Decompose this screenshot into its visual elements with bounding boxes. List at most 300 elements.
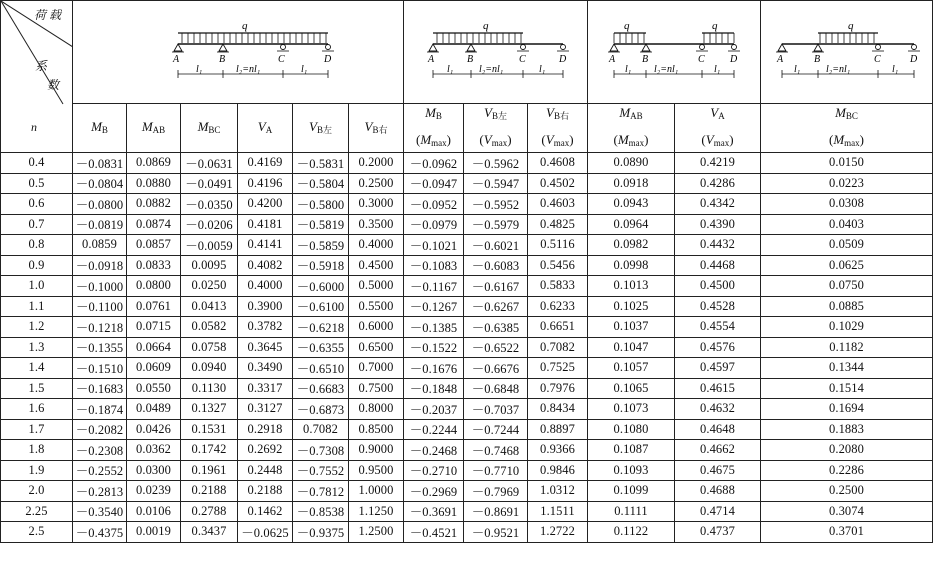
coef-value-cell: －0.6218 [293,317,349,338]
coef-value-cell: －0.0350 [181,194,238,215]
coef-value-cell: －0.1100 [73,296,127,317]
coef-value-cell: －0.1267 [404,296,464,317]
column-subscript: B左 [316,124,332,135]
coef-value-cell: 0.3701 [761,522,933,543]
coef-value-cell: 0.1065 [588,378,675,399]
coef-value-cell: 0.8500 [349,419,404,440]
coef-value-cell: －0.1083 [404,255,464,276]
table-row [1,460,933,481]
n-value-cell: 1.9 [1,460,73,481]
coef-value-cell: 0.4286 [675,173,761,194]
coef-value-cell: 0.9000 [349,440,404,461]
coef-value-cell: －0.1021 [404,235,464,256]
coef-value-cell: 0.0426 [127,419,181,440]
svg-text:q: q [712,20,718,32]
svg-text:C: C [518,54,526,65]
coef-value-cell: －0.7468 [464,440,528,461]
coef-value-cell: －0.7969 [464,481,528,502]
svg-text:D: D [730,54,738,65]
coef-value-cell: －0.6267 [464,296,528,317]
table-row [1,378,933,399]
table-row [1,214,933,235]
svg-text:l₁: l₁ [538,64,545,75]
svg-text:l₁: l₁ [301,64,308,75]
column-symbol: M [197,118,209,134]
coef-value-cell: 0.1182 [761,337,933,358]
coef-value-cell: 0.2188 [181,481,238,502]
coef-value-cell: 0.1130 [181,378,238,399]
coef-value-cell: －0.6355 [293,337,349,358]
svg-text:B: B [814,54,821,65]
coef-value-cell: 0.5500 [349,296,404,317]
coef-value-cell: 0.1694 [761,399,933,420]
table-row [1,296,933,317]
coef-value-cell: 0.7525 [528,358,588,379]
svg-text:l₁: l₁ [446,64,453,75]
coef-value-cell: 0.2286 [761,460,933,481]
load-diagram-middle-span [761,1,933,104]
coef-value-cell: 1.2722 [528,522,588,543]
coef-value-cell: 0.0413 [181,296,238,317]
coef-value-cell: 0.2000 [349,153,404,174]
coef-value-cell: 0.0509 [761,235,933,256]
coef-value-cell: 0.9500 [349,460,404,481]
coef-value-cell: 1.1250 [349,501,404,522]
svg-text:B: B [466,54,473,65]
table-row [1,235,933,256]
coef-value-cell: 0.5116 [528,235,588,256]
svg-text:D: D [558,54,566,65]
coef-value-cell: 0.1080 [588,419,675,440]
coef-value-cell: 0.0489 [127,399,181,420]
coef-value-cell: －0.9375 [293,522,349,543]
coef-value-cell: 0.1029 [761,317,933,338]
coef-value-cell: －0.2308 [73,440,127,461]
svg-text:l₂=nl₁: l₂=nl₁ [236,64,261,75]
column-symbol: V [257,118,266,134]
coef-value-cell: 0.4662 [675,440,761,461]
n-value-cell: 1.7 [1,419,73,440]
table-row [1,194,933,215]
svg-text:C: C [278,54,285,65]
coef-value-cell: －0.5859 [293,235,349,256]
coef-value-cell: －0.8538 [293,501,349,522]
coef-value-cell: 0.0874 [127,214,181,235]
coef-value-cell: 0.1742 [181,440,238,461]
svg-text:A: A [173,54,180,65]
coef-value-cell: 0.7976 [528,378,588,399]
coef-value-cell: 0.0800 [127,276,181,297]
coef-value-cell: 0.0095 [181,255,238,276]
n-value-cell: 1.4 [1,358,73,379]
svg-text:A: A [427,54,434,65]
coef-value-cell: 0.3127 [238,399,293,420]
coef-value-cell: 0.4615 [675,378,761,399]
coef-value-cell: －0.1874 [73,399,127,420]
coef-value-cell: 0.7000 [349,358,404,379]
coef-value-cell: －0.2468 [404,440,464,461]
coef-value-cell: 0.1961 [181,460,238,481]
n-value-cell: 2.5 [1,522,73,543]
coef-value-cell: 0.1093 [588,460,675,481]
coef-value-cell: 0.4200 [238,194,293,215]
svg-text:B: B [219,54,226,65]
coef-value-cell: 0.4342 [675,194,761,215]
coef-value-cell: 0.0300 [127,460,181,481]
coef-value-cell: 0.1122 [588,522,675,543]
coef-value-cell: 0.1883 [761,419,933,440]
coef-value-cell: －0.1676 [404,358,464,379]
beam-diagram-4-icon [764,17,929,87]
svg-text:l₂=nl₁: l₂=nl₁ [826,64,851,75]
coef-value-cell: 0.3500 [349,214,404,235]
coef-value-cell: 0.0758 [181,337,238,358]
column-header-2 [181,104,238,153]
column-symbol: V [309,118,317,134]
coef-value-cell: 0.0869 [127,153,181,174]
load-diagram-end-spans [588,1,761,104]
table-row [1,255,933,276]
coef-value-cell: －0.6385 [464,317,528,338]
column-symbol: V [546,105,554,120]
svg-text:A: A [609,54,616,65]
coef-value-cell: －0.0631 [181,153,238,174]
coef-value-cell: 0.7082 [528,337,588,358]
coef-value-cell: －0.1167 [404,276,464,297]
n-value-cell: 2.0 [1,481,73,502]
coef-value-cell: 0.2788 [181,501,238,522]
coef-value-cell: －0.6873 [293,399,349,420]
column-subscript: B右 [372,124,388,135]
coef-value-cell: －0.1510 [73,358,127,379]
coef-value-cell: 0.4196 [238,173,293,194]
coef-value-cell: 0.1111 [588,501,675,522]
coef-value-cell: －0.0947 [404,173,464,194]
coef-value-cell: 0.7500 [349,378,404,399]
coef-value-cell: 0.0403 [761,214,933,235]
column-subscript: BC [208,124,221,135]
coef-value-cell: －0.6000 [293,276,349,297]
coef-value-cell: －0.0804 [73,173,127,194]
coef-value-cell: －0.6083 [464,255,528,276]
coef-value-cell: 0.0885 [761,296,933,317]
svg-text:l₁: l₁ [714,64,721,75]
coef-value-cell: 0.0223 [761,173,933,194]
coef-value-cell: 0.4632 [675,399,761,420]
coef-value-cell: 0.2188 [238,481,293,502]
coef-value-cell: －0.7710 [464,460,528,481]
coef-label-1: 系 [35,59,48,73]
coef-value-cell: －0.0918 [73,255,127,276]
coef-value-cell: －0.1000 [73,276,127,297]
coef-value-cell: 0.4141 [238,235,293,256]
coef-value-cell: －0.6848 [464,378,528,399]
table-row [1,522,933,543]
column-header-1 [127,104,181,153]
coef-value-cell: －0.2082 [73,419,127,440]
corner-header-cell [1,1,73,153]
coef-value-cell: 0.2448 [238,460,293,481]
table-row [1,358,933,379]
coef-value-cell: 0.4000 [238,276,293,297]
coef-value-cell: 0.2500 [349,173,404,194]
coef-value-cell: －0.0979 [404,214,464,235]
coef-value-cell: 0.1531 [181,419,238,440]
table-row [1,153,933,174]
svg-text:D: D [910,54,918,65]
coef-value-cell: －0.4521 [404,522,464,543]
coef-value-cell: 0.4082 [238,255,293,276]
column-header-6 [404,104,464,153]
coef-value-cell: 0.4500 [349,255,404,276]
coef-value-cell: －0.2710 [404,460,464,481]
coef-value-cell: －0.6676 [464,358,528,379]
coef-value-cell: －0.5918 [293,255,349,276]
coef-value-cell: 0.1099 [588,481,675,502]
coef-value-cell: 0.4554 [675,317,761,338]
beam-diagram-3-icon [594,17,754,87]
coef-value-cell: －0.5800 [293,194,349,215]
coef-value-cell: 1.0312 [528,481,588,502]
coef-value-cell: 0.0890 [588,153,675,174]
coef-value-cell: 0.4390 [675,214,761,235]
coef-value-cell: －0.8691 [464,501,528,522]
coef-value-cell: 0.4714 [675,501,761,522]
coef-value-cell: 0.4608 [528,153,588,174]
coef-value-cell: 0.4181 [238,214,293,235]
table-row [1,399,933,420]
coef-value-cell: －0.0831 [73,153,127,174]
n-value-cell: 1.8 [1,440,73,461]
coef-value-cell: －0.5819 [293,214,349,235]
coef-value-cell: 0.0918 [588,173,675,194]
load-diagram-two-spans [404,1,588,104]
coef-value-cell: －0.7037 [464,399,528,420]
column-subscript: B右 [553,111,569,121]
coef-value-cell: 0.2500 [761,481,933,502]
column-subscript: BC [845,111,858,121]
column-header-3 [238,104,293,153]
coef-value-cell: 0.1025 [588,296,675,317]
n-value-cell: 0.4 [1,153,73,174]
coef-value-cell: －0.1683 [73,378,127,399]
coef-value-cell: －0.0059 [181,235,238,256]
table-row [1,276,933,297]
svg-text:l₁: l₁ [892,64,899,75]
coef-value-cell: －0.7552 [293,460,349,481]
coef-value-cell: 0.0761 [127,296,181,317]
coef-value-cell: 0.9366 [528,440,588,461]
n-value-cell: 0.6 [1,194,73,215]
coef-value-cell: 0.0715 [127,317,181,338]
coef-value-cell: 0.3317 [238,378,293,399]
coef-value-cell: 0.3490 [238,358,293,379]
coef-value-cell: －0.6100 [293,296,349,317]
coef-value-cell: 0.8434 [528,399,588,420]
coef-value-cell: 0.1047 [588,337,675,358]
coef-value-cell: 0.2918 [238,419,293,440]
n-value-cell: 1.0 [1,276,73,297]
coef-value-cell: 0.8897 [528,419,588,440]
coef-value-cell: －0.5952 [464,194,528,215]
coef-value-cell: －0.5979 [464,214,528,235]
column-header-0 [73,104,127,153]
coef-value-cell: －0.0819 [73,214,127,235]
coef-value-cell: 0.0582 [181,317,238,338]
coef-value-cell: －0.0952 [404,194,464,215]
svg-text:l₂=nl₁: l₂=nl₁ [478,64,503,75]
coef-value-cell: 0.2692 [238,440,293,461]
coef-value-cell: －0.0962 [404,153,464,174]
coef-value-cell: －0.2813 [73,481,127,502]
coef-value-cell: －0.1355 [73,337,127,358]
coef-value-cell: 0.4169 [238,153,293,174]
coef-value-cell: 0.6233 [528,296,588,317]
coef-value-cell: 0.0964 [588,214,675,235]
coef-value-cell: 0.0880 [127,173,181,194]
svg-text:q: q [848,20,854,32]
coef-value-cell: 0.1462 [238,501,293,522]
coef-value-cell: 0.0308 [761,194,933,215]
column-subscript: B左 [491,111,507,121]
coef-value-cell: 0.1013 [588,276,675,297]
column-header-4 [293,104,349,153]
coef-value-cell: 0.1057 [588,358,675,379]
coef-value-cell: 0.0625 [761,255,933,276]
coef-value-cell: 0.1344 [761,358,933,379]
coef-value-cell: 0.4528 [675,296,761,317]
n-value-cell: 1.5 [1,378,73,399]
column-max-label: $(V_{max})$ [479,132,512,148]
svg-text:B: B [642,54,649,65]
coef-value-cell: 0.5456 [528,255,588,276]
coef-value-cell: 0.0239 [127,481,181,502]
coef-value-cell: 0.6000 [349,317,404,338]
table-row [1,481,933,502]
table-row [1,173,933,194]
coef-value-cell: 0.4675 [675,460,761,481]
coef-value-cell: 0.0019 [127,522,181,543]
svg-text:q: q [624,20,630,32]
svg-text:l₁: l₁ [625,64,632,75]
column-subscript: B [101,124,108,135]
coef-value-cell: 0.4603 [528,194,588,215]
n-value-cell: 0.7 [1,214,73,235]
coef-value-cell: 0.3645 [238,337,293,358]
coef-value-cell: 0.5000 [349,276,404,297]
coef-value-cell: －0.6683 [293,378,349,399]
load-label: 荷 载 [34,8,62,22]
coef-value-cell: －0.0491 [181,173,238,194]
coef-value-cell: 0.1087 [588,440,675,461]
coef-value-cell: 0.0940 [181,358,238,379]
coef-value-cell: 0.0982 [588,235,675,256]
coef-value-cell: 0.0609 [127,358,181,379]
load-diagram-full [73,1,404,104]
coef-value-cell: 0.7082 [293,419,349,440]
column-symbol: V [710,105,719,120]
coef-value-cell: 0.4825 [528,214,588,235]
column-max-label: $(M_{max})$ [828,132,865,148]
beam-diagram-1-icon [138,17,338,87]
coef-value-cell: －0.3691 [404,501,464,522]
coef-value-cell: －0.1848 [404,378,464,399]
coef-value-cell: －0.0206 [181,214,238,235]
coef-value-cell: 0.3900 [238,296,293,317]
column-symbol: M [835,105,846,120]
column-subscript: A [265,124,273,135]
column-header-9 [588,104,675,153]
column-symbol: V [364,118,373,134]
coef-value-cell: 0.4648 [675,419,761,440]
table-body [1,153,933,543]
coef-value-cell: 1.1511 [528,501,588,522]
coef-value-cell: 0.0882 [127,194,181,215]
coef-value-cell: 0.4468 [675,255,761,276]
table-row [1,419,933,440]
coef-value-cell: －0.0800 [73,194,127,215]
column-subscript: A [718,111,725,121]
svg-text:D: D [324,54,332,65]
column-header-11 [761,104,933,153]
coef-value-cell: －0.1522 [404,337,464,358]
coef-value-cell: 0.1514 [761,378,933,399]
column-max-label: $(M_{max})$ [613,132,649,148]
coef-value-cell: －0.2244 [404,419,464,440]
column-symbol: V [484,105,492,120]
coef-value-cell: 0.1037 [588,317,675,338]
coef-value-cell: 0.1327 [181,399,238,420]
n-value-cell: 0.5 [1,173,73,194]
n-value-cell: 0.9 [1,255,73,276]
coef-value-cell: 0.0106 [127,501,181,522]
column-symbol: M [141,118,153,134]
coef-value-cell: 0.6651 [528,317,588,338]
coef-value-cell: 0.4000 [349,235,404,256]
coef-value-cell: 0.3437 [181,522,238,543]
coef-value-cell: －0.6167 [464,276,528,297]
column-subscript: B [435,111,442,121]
coef-value-cell: 0.0550 [127,378,181,399]
column-subscript: AB [630,111,643,121]
coef-value-cell: 0.3000 [349,194,404,215]
coef-value-cell: 0.0150 [761,153,933,174]
coef-value-cell: 0.6500 [349,337,404,358]
n-value-cell: 1.6 [1,399,73,420]
coef-value-cell: 0.3782 [238,317,293,338]
coef-value-cell: 0.3074 [761,501,933,522]
beam-diagram-2-icon [411,17,581,87]
column-subscript: AB [152,124,166,135]
coef-value-cell: －0.2969 [404,481,464,502]
svg-text:l₂=nl₁: l₂=nl₁ [654,64,679,75]
n-value-cell: 2.25 [1,501,73,522]
svg-text:C: C [874,54,881,65]
coef-value-cell: 0.0857 [127,235,181,256]
coef-value-cell: －0.4375 [73,522,127,543]
coef-value-cell: 0.0998 [588,255,675,276]
coef-value-cell: －0.3540 [73,501,127,522]
column-symbol: M [619,105,631,120]
coef-value-cell: 0.0750 [761,276,933,297]
n-label: n [31,120,37,134]
coef-value-cell: －0.6021 [464,235,528,256]
column-header-row [1,104,933,153]
coef-value-cell: －0.7308 [293,440,349,461]
coef-value-cell: 1.0000 [349,481,404,502]
coef-value-cell: －0.1218 [73,317,127,338]
svg-text:l₁: l₁ [794,64,801,75]
